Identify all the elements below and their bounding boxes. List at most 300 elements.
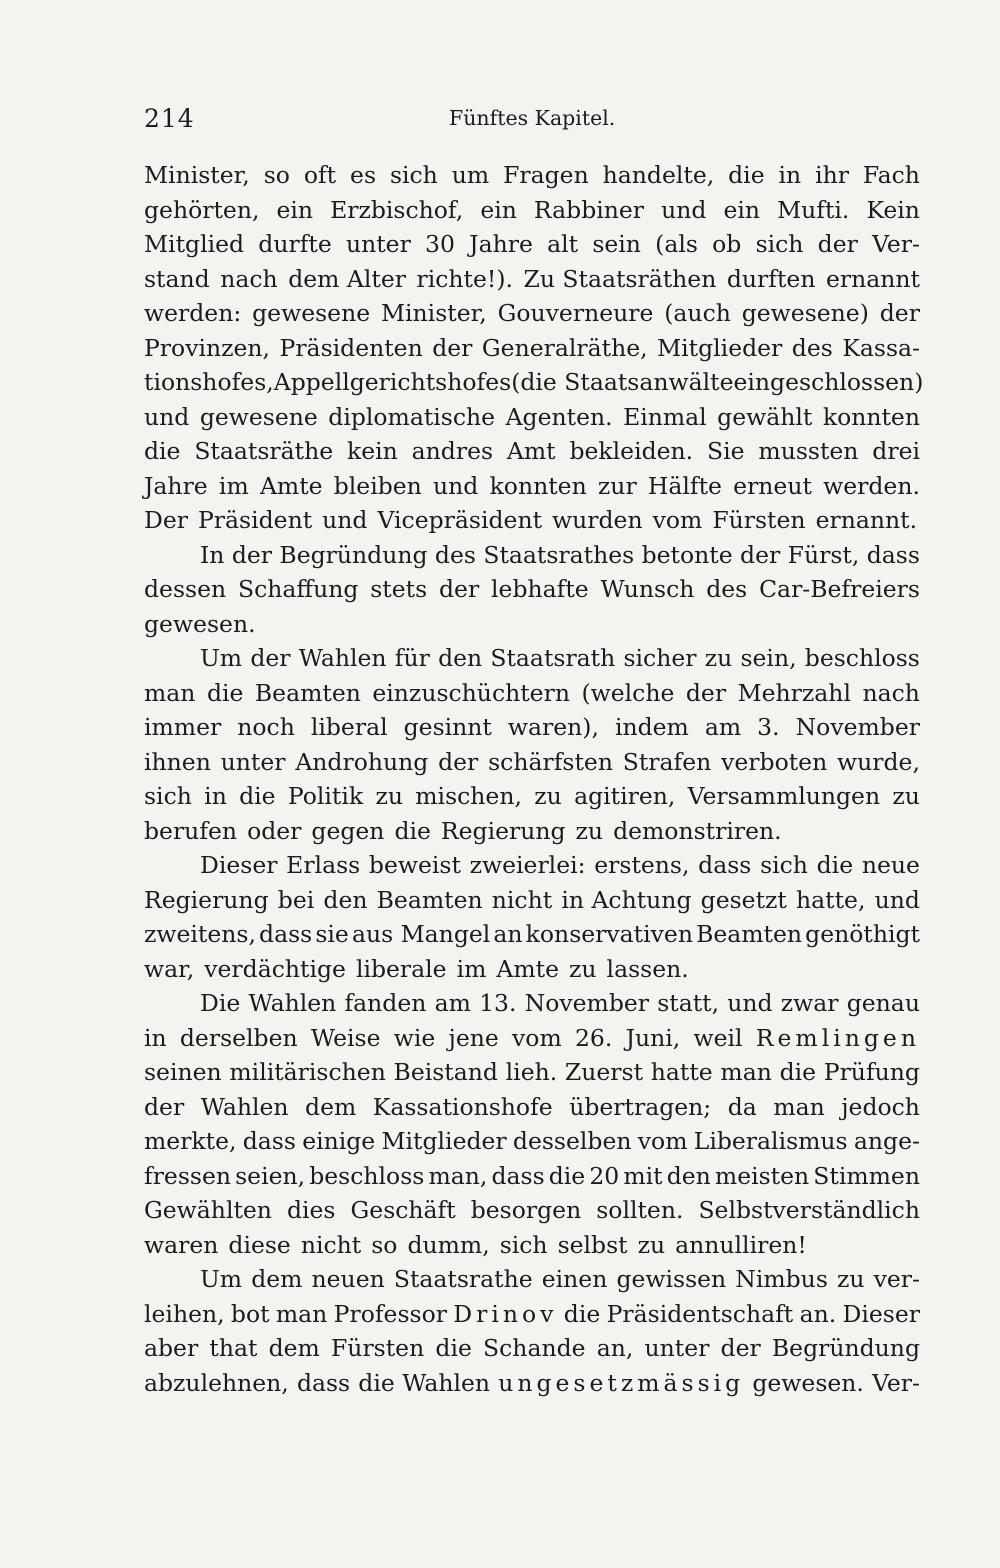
word: annulliren! [675,1230,807,1259]
word: zu [569,954,597,983]
word: Vicepräsident [377,506,543,534]
text-line [144,296,920,331]
word: Der [144,506,188,534]
word: statt, [657,989,720,1017]
word: aber [144,1334,199,1362]
word: beweist [368,851,461,879]
word: und [874,885,920,914]
word: durften [726,264,816,293]
word: wurden [552,506,643,534]
word: der [439,575,480,603]
word: nach [220,264,278,293]
text-line [144,952,920,987]
word: sein, [740,644,797,672]
word: beschloss [804,644,920,672]
word: indem [614,713,689,741]
word: die [728,161,765,189]
word: immer [144,713,222,741]
word: Staatsräthe [194,437,334,465]
word: militärischen [229,1058,386,1086]
word: vom [637,1127,688,1155]
text-line [144,158,920,193]
word: meisten [714,1161,810,1190]
word: zur [597,471,637,500]
word: verdächtige [204,954,346,983]
word: Amte [259,471,323,500]
text-line [144,917,920,952]
word: in [778,161,802,189]
word: den [438,644,483,672]
word: Dieser [200,851,278,879]
word: Hälfte [647,471,722,500]
word: agitiren, [574,782,676,810]
word: dass [866,540,920,569]
word: da [727,1092,757,1121]
word: November [524,989,650,1017]
word: Agenten. [505,402,613,431]
word: einige [302,1127,376,1155]
word: der [740,540,781,569]
body-text [144,158,924,1400]
word: fanden [344,989,427,1017]
word: die [779,1058,817,1086]
word: dem [268,1334,320,1362]
paragraph [144,848,920,986]
word: sollten. [596,1196,684,1224]
word: diese [228,1230,291,1259]
word: tionshofes, [144,368,274,396]
word: Zuerst [564,1058,644,1086]
text-line [144,1124,920,1159]
word: waren [144,1230,219,1259]
word: Kein [866,195,920,224]
word: gewesene) [741,299,869,327]
word: Rabbiner [533,195,645,224]
word: Beamten [376,885,483,914]
paragraph [144,1262,920,1400]
word: Selbstverständlich [698,1196,920,1224]
word: zu [836,1265,865,1293]
word: war, [144,954,195,983]
word: Amte [496,954,560,983]
word: gesinnt [403,713,492,741]
word: Remlingen [755,1023,920,1052]
word: in [144,1023,167,1052]
word: zu [892,782,920,810]
word: Mufti. [777,195,850,224]
word: neue [861,851,920,879]
word: vom [652,506,703,534]
word: der [438,747,479,776]
word: der [432,333,473,362]
word: handelte, [602,161,715,189]
word: für [394,644,430,672]
word: des [791,333,833,362]
word: Regierung [440,816,566,845]
word: Fürst, [787,540,860,569]
word: ernannt. [815,506,918,534]
word: konnten [822,402,920,431]
word: Staatsrathes [483,540,635,569]
word: sein [592,230,641,258]
word: einzuschüchtern [372,678,570,707]
word: gehörten, [144,195,260,224]
word: hatte [650,1058,713,1086]
page-number: 214 [144,104,195,133]
word: alt [547,230,579,258]
word: Beamten [254,678,361,707]
word: Drinov [453,1299,558,1328]
text-line [144,1297,920,1332]
word: man, [428,1161,488,1190]
word: die Wahlen [358,1368,491,1397]
word: und [661,195,707,224]
word: liberale [355,954,447,983]
text-line [144,434,920,469]
word: liberal [310,713,388,741]
text-line [144,262,920,297]
word: die [144,437,181,465]
word: um [451,161,490,189]
word: Mitglieder [657,333,783,362]
text-line [144,814,920,849]
word: und [322,506,368,534]
text-line [144,1331,920,1366]
word: jedoch [841,1092,920,1121]
word: dass [259,920,313,948]
text-line [144,745,920,780]
word: ange- [853,1127,920,1155]
word: gewesen. [752,1368,864,1397]
word: Um [200,644,243,672]
text-line [144,1366,920,1401]
word: bekleiden. [569,437,694,465]
word: Kassa- [842,333,920,362]
text-line [144,1159,920,1194]
word: derselben [179,1023,298,1052]
word: übertragen; [569,1092,712,1121]
text-line [144,641,920,676]
word: Provinzen, [144,333,271,362]
word: unter [644,1334,710,1362]
word: Einmal [623,402,707,431]
word: gewissen [616,1265,727,1293]
word: Appellgerichtshofes [273,368,512,396]
word: und [727,989,773,1017]
word: weil [693,1023,743,1052]
word: die [206,678,244,707]
word: lieh. [505,1058,558,1086]
text-line [144,400,920,435]
word: an. [799,1299,837,1328]
word: im [456,954,487,983]
word: Politik [287,782,364,810]
word: Strafen [622,747,712,776]
word: der [144,1092,185,1121]
text-line [144,883,920,918]
word: Gouverneure [497,299,654,327]
word: die [563,1299,601,1328]
word: dessen [144,575,227,603]
word: Erlass [286,851,361,879]
word: den [323,885,368,914]
word: Fürsten [712,506,806,534]
text-line [144,1228,920,1263]
word: dass [242,1127,296,1155]
word: ernannt [826,264,920,293]
word: besorgen [470,1196,582,1224]
word: mischen, [415,782,522,810]
text-line [144,779,920,814]
word: dem [305,1092,357,1121]
word: ein [480,195,517,224]
word: Geschäft [350,1196,456,1224]
word: (als [655,230,698,258]
word: selbst [557,1230,628,1259]
word: Wahlen [200,1092,289,1121]
word: diplomatische [328,402,496,431]
word: Erzbischof, [330,195,464,224]
word: andres [411,437,494,465]
word: oder [247,816,302,845]
word: wurde, [837,747,920,776]
word: aus Mangel [351,920,491,948]
word: ob [712,230,742,258]
word: Wahlen [298,644,387,672]
word: in [204,782,227,810]
word: dies [286,1196,336,1224]
word: Wahlen [248,989,337,1017]
word: nicht [300,1230,362,1259]
word: man [720,1058,772,1086]
word: Minister, [380,299,487,327]
word: 3. [757,713,780,741]
word: ungesetzmässig [498,1368,745,1397]
word: eingeschlossen) [733,368,924,396]
word: Präsidentschaft [606,1299,794,1328]
word: Wunsch [600,575,695,603]
text-line [144,469,920,504]
word: gesetzt [700,885,787,914]
word: ihnen [144,747,211,776]
word: werden: [144,299,242,327]
word: sich [760,851,808,879]
word: Nimbus [735,1265,828,1293]
word: schärfsten [488,747,613,776]
word: Mitglieder [381,1127,507,1155]
word: Professor [333,1299,447,1328]
word: durfte [258,230,332,258]
text-line [144,1090,920,1125]
text-line [144,1055,920,1090]
word: berufen [144,816,238,845]
word: wie [393,1023,436,1052]
word: bot [230,1299,270,1328]
word: man [144,678,196,707]
word: Jahre [144,471,208,500]
word: neuen [311,1265,385,1293]
word: (welche [581,678,675,707]
word: lebhafte [491,575,589,603]
word: Gewählten [144,1196,272,1224]
word: werden. [823,471,920,500]
word: Die [200,989,241,1017]
word: (auch [664,299,731,327]
word: leihen, [144,1299,225,1328]
text-line [144,331,920,366]
paragraph [144,641,920,848]
word: verboten [721,747,828,776]
word: in Achtung [561,885,692,914]
word: hatte, [796,885,866,914]
word: man [773,1092,825,1121]
word: des [706,575,748,603]
word: abzulehnen, [144,1368,289,1397]
word: Jahre [469,230,533,258]
word: zu [704,644,733,672]
word: Juni, [625,1023,681,1052]
word: Beistand [393,1058,498,1086]
text-line [144,1262,920,1297]
word: so [263,161,290,189]
word: bleiben [333,471,422,500]
word: Präsident [197,506,313,534]
word: dem Alter [288,264,406,293]
word: Fürsten [331,1334,425,1362]
word: einen [541,1265,608,1293]
word: an [493,920,523,948]
word: und [144,402,190,431]
word: merkte, [144,1127,237,1155]
word: dass [491,1161,545,1190]
word: man [275,1299,328,1328]
word: zu [375,782,403,810]
word: es [350,161,377,189]
word: stets [370,575,428,603]
word: konservativen [525,920,693,948]
word: konnten [489,471,587,500]
text-line [144,503,920,538]
word: nicht [491,885,553,914]
word: beschloss [309,1161,425,1190]
word: Präsidenten [279,333,423,362]
word: oft [303,161,337,189]
word: der [817,230,858,258]
word: die [394,816,431,845]
word: Fach [862,161,920,189]
text-line [144,193,920,228]
word: erneut [733,471,812,500]
word: Androhung [295,747,429,776]
word: genöthigt [805,920,920,948]
word: richte!). [416,264,513,293]
word: ihr [815,161,849,189]
paragraph [144,986,920,1262]
text-line [144,538,920,573]
word: Mehrzahl [737,678,851,707]
word: Ver- [872,230,920,258]
paragraph [144,538,920,642]
word: kein [346,437,398,465]
word: der [879,299,920,327]
text-line [144,365,924,400]
text-line [144,676,920,711]
word: die [435,1334,472,1362]
word: Ver- [872,1368,920,1397]
word: Minister, [144,161,250,189]
word: noch [237,713,295,741]
word: seien, [235,1161,306,1190]
word: zu [575,816,604,845]
word: Fragen [503,161,589,189]
word: Regierung [144,885,269,914]
word: nach [862,678,920,707]
word: Staatsrathe [393,1265,533,1293]
word: an, [596,1334,634,1362]
word: der [685,678,727,707]
word: Staatsrath [490,644,616,672]
word: Dieser [842,1299,920,1328]
word: 20 [589,1161,620,1190]
word: sich [389,161,438,189]
word: die [239,782,276,810]
word: sich [144,782,192,810]
word: sich [755,230,804,258]
word: demonstriren. [613,816,782,845]
word: ver- [873,1265,920,1293]
word: Mitglied [144,230,245,258]
page-header [144,104,920,140]
word: 13. [479,989,517,1017]
word: zu [534,782,562,810]
word: dem [251,1265,303,1293]
word: der [231,540,273,569]
word: die [816,851,854,879]
word: Schaffung [237,575,359,603]
word: sie [315,920,349,948]
word: desselben [512,1127,632,1155]
word: am [704,713,742,741]
word: genau [846,989,920,1017]
word: dass [698,851,752,879]
word: mit [623,1161,663,1190]
word: gegen [311,816,385,845]
word: des [434,540,476,569]
text-line [144,1021,920,1056]
word: Zu Staatsräthen [523,264,717,293]
word: Prüfung [823,1058,920,1086]
word: ein [723,195,761,224]
word: sicher [623,644,697,672]
word: Schande [483,1334,586,1362]
word: that [209,1334,258,1362]
word: (die Staatsanwälte [511,368,734,396]
word: ein [276,195,314,224]
word: Generalräthe, [481,333,648,362]
text-line [144,572,920,607]
word: November [795,713,920,741]
word: Weise [310,1023,381,1052]
word: bei [277,885,315,914]
word: mussten [758,437,859,465]
word: Kassationshofe [372,1092,553,1121]
word: betonte [641,540,733,569]
word: gewesene [252,299,371,327]
word: In [200,540,225,569]
word: Versammlungen [687,782,881,810]
word: sich [499,1230,548,1259]
word: vom [512,1023,562,1052]
